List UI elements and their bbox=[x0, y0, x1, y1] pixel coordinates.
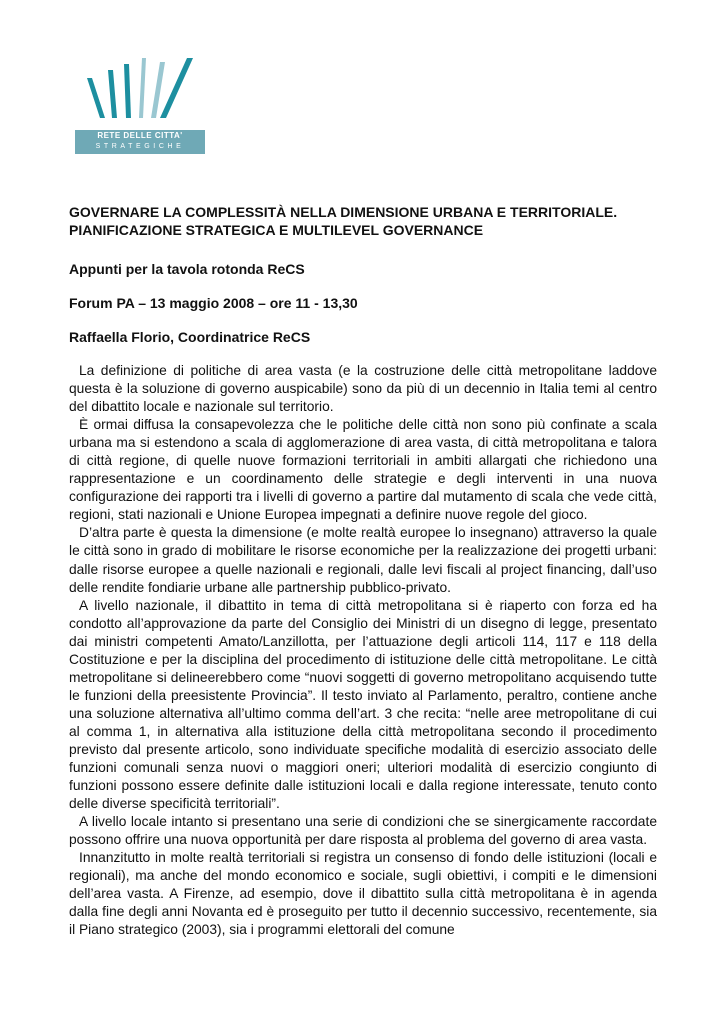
body-text bbox=[69, 362, 657, 940]
logo-bars-graphic bbox=[74, 58, 206, 130]
paragraph: Innanzitutto in molte realtà territoriali si registra un consenso di fondo delle istituzioni (locali e regionali), ma anche del mondo economico e sociale, sugli obiettivi, i compiti e le dimensioni dell’area vasta. A Firenze, ad esempio, dove il dibattito sulla città metropolitana è in agenda dalla fine degli anni Novanta ed è proseguito per tutto il decennio successivo, recentemente, sia il Piano strategico (2003), sia i programmi elettorali del comune bbox=[69, 850, 657, 938]
recs-logo bbox=[74, 58, 206, 154]
paragraph: È ormai diffusa la consapevolezza che le politiche delle città non sono più confinate a scala urbana ma si estendono a scala di agglomerazione di area vasta, di città metropolitana e talora di città regione, di quelle nuove formazioni territoriali in ambiti allargati che richiedono una rappresentazione e un coordinamento delle strategie e degli interventi in una nuova configurazione dei rapporti tra i livelli di governo a partire dal mutamento di scala che vede città, regioni, stati nazionali e Unione Europea impegnati a definire nuove regole del gioco. bbox=[69, 417, 657, 523]
title-line-1: GOVERNARE LA COMPLESSITÀ NELLA DIMENSIONE URBANA E TERRITORIALE. bbox=[69, 204, 618, 220]
document-body bbox=[69, 203, 657, 940]
author-line: Raffaella Florio, Coordinatrice ReCS bbox=[69, 329, 311, 345]
logo-text-line1: RETE DELLE CITTA' bbox=[97, 131, 183, 140]
document-title bbox=[69, 203, 657, 239]
logo-text-line2: STRATEGICHE bbox=[95, 143, 185, 150]
paragraph: D’altra parte è questa la dimensione (e molte realtà europee lo insegnano) attraverso la quale le città sono in grado di mobilitare le risorse economiche per la realizzazione dei progetti urbani: dalle risorse europee a quelle nazionali e regionali, dalle levi fiscali al project financing, dall’uso delle rendite fondiarie urbane alle partnership pubblico-privato. bbox=[69, 525, 657, 595]
paragraph: A livello nazionale, il dibattito in tema di città metropolitana si è riaperto con forza ed ha condotto all’approvazione da parte del Consiglio dei Ministri di un disegno di legge, presentato dai ministri competenti Amato/Lanzillotta, per l’attuazione degli articoli 114, 117 e 118 della Costituzione e per la disciplina del procedimento di istituzione delle città metropolitane. Le città metropolitane si delineerebbero come “nuovi soggetti di governo metropolitano acquisendo tutte le funzioni della preesistente Provincia”. Il testo inviato al Parlamento, peraltro, contiene anche una soluzione alternativa all’ultimo comma dell’art. 3 che recita: “nelle aree metropolitane di cui al comma 1, in alternativa alla istituzione della città metropolitana secondo il procedimento previsto dal presente articolo, sono individuate specifiche modalità di esercizio associato delle funzioni comunali senza nuovi o maggiori oneri; ulteriori modalità di esercizio congiunto di funzioni possono essere definite dalle istituzioni locali e dalla regione interessate, tenuto conto delle diverse specificità territoriali”. bbox=[69, 597, 657, 812]
paragraph: A livello locale intanto si presentano una serie di condizioni che se sinergicamente raccordate possono offrire una nuova opportunità per dare risposta al problema del governo di area vasta. bbox=[69, 814, 657, 848]
paragraph: La definizione di politiche di area vasta (e la costruzione delle città metropolitane laddove questa è la soluzione di governo auspicabile) sono da più di un decennio in Italia temi al centro del dibattito locale e nazionale sul territorio. bbox=[69, 363, 657, 415]
title-line-2: PIANIFICAZIONE STRATEGICA E MULTILEVEL GOVERNANCE bbox=[69, 222, 484, 238]
document-subtitle: Appunti per la tavola rotonda ReCS bbox=[69, 261, 305, 277]
logo-band bbox=[75, 130, 205, 154]
event-line: Forum PA – 13 maggio 2008 – ore 11 - 13,30 bbox=[69, 295, 358, 311]
